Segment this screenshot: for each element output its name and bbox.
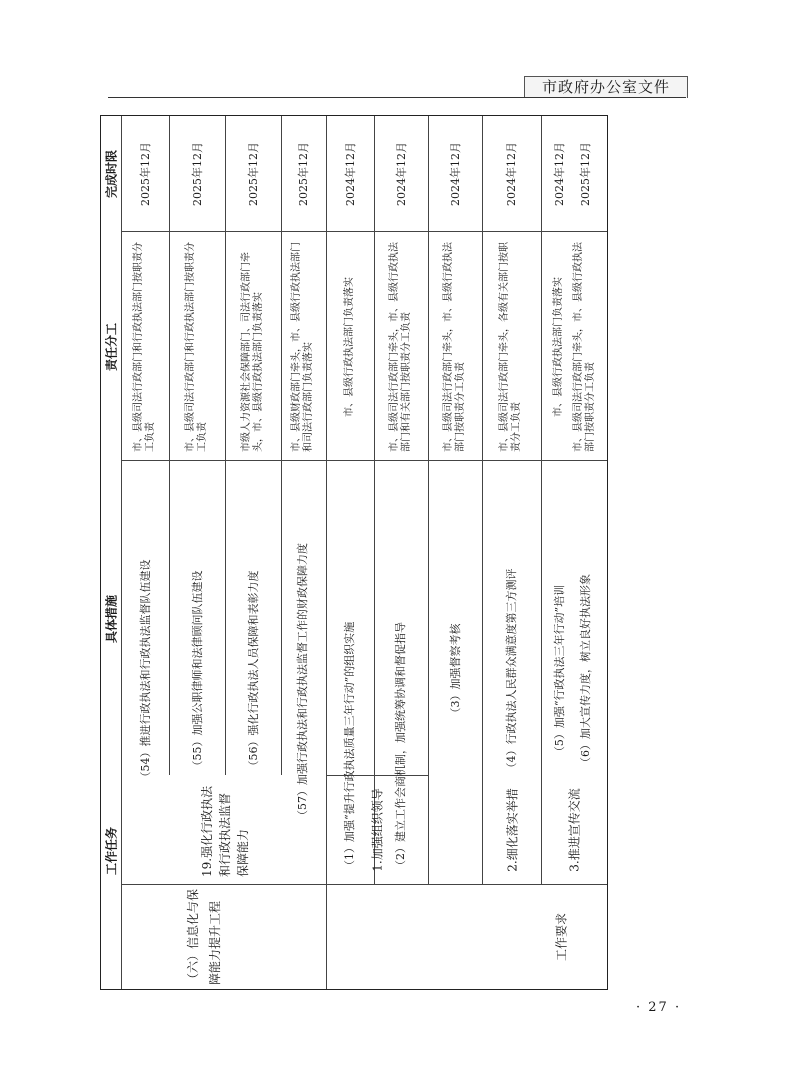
page-number: · 27 ·	[636, 1000, 682, 1015]
column-divider	[121, 884, 607, 885]
measure-text: （55）加强公职律师和法律顾问队伍建设	[191, 570, 204, 772]
measure-text: （4）行政执法人民群众满意度第三方测评	[505, 568, 518, 774]
deadline-text: 2024年12月	[505, 142, 518, 206]
requirement-item: 3.推进宣传交流	[567, 788, 582, 872]
duty-text: 市、县级司法行政部门牵头，市、县级行政执法部门按职责分工负责	[573, 242, 596, 452]
deadline-text: 2025年12月	[191, 142, 204, 206]
row-divider	[281, 116, 282, 775]
measure-text: （5）加强“行政执法三年行动”培训	[553, 584, 566, 758]
deadline-text: 2024年12月	[395, 142, 408, 206]
column-header-deadline: 完成时限	[104, 149, 119, 199]
measure-text: （6）加大宣传力度，树立良好执法形象	[579, 574, 592, 768]
column-divider	[121, 116, 122, 989]
deadline-text: 2024年12月	[449, 142, 462, 206]
row-divider	[169, 116, 170, 775]
measure-text: （1）加强“提升行政执法质量三年行动”的组织实施	[343, 621, 356, 871]
measure-text: （57）加强行政执法和行政执法监督工作的财政保障力度	[296, 543, 309, 821]
duty-text: 市、县级行政执法部门负责落实	[553, 277, 564, 417]
row-divider	[326, 116, 327, 989]
row-divider	[225, 116, 226, 775]
column-header-duty: 责任分工	[104, 322, 119, 372]
duty-text: 市、县级行政执法部门负责落实	[344, 277, 355, 417]
row-divider	[482, 116, 483, 885]
row-divider	[374, 116, 375, 885]
deadline-text: 2024年12月	[344, 142, 357, 206]
deadline-text: 2025年12月	[579, 142, 592, 206]
duty-text: 市、县级司法行政部门和行政执法部门按职责分工负责	[185, 242, 208, 452]
column-divider	[326, 775, 428, 776]
duty-text: 市、县级司法行政部门牵头，市、县级行政执法部门和有关部门按职责分工负责	[389, 242, 412, 452]
task-label: 19.强化行政执法和行政执法监督保障能力	[200, 785, 250, 877]
deadline-text: 2025年12月	[139, 142, 152, 206]
column-divider	[121, 231, 607, 232]
measure-text: （54）推进行政执法和行政执法监督队伍建设	[139, 559, 152, 783]
column-header-task: 工作任务	[104, 826, 119, 876]
task-table	[100, 115, 608, 990]
duty-text: 市、县级司法行政部门牵头，市、县级行政执法部门按职责分工负责	[443, 242, 466, 452]
deadline-text: 2024年12月	[553, 142, 566, 206]
requirement-item: 1.加强组织领导	[370, 788, 385, 872]
measure-text: （3）加强督察考核	[449, 623, 462, 719]
column-divider	[121, 460, 607, 461]
measure-text: （56）强化行政执法人员保障和表彰力度	[247, 570, 260, 772]
duty-text: 市、县级司法行政部门和行政执法部门按职责分工负责	[133, 242, 156, 452]
header-rule	[108, 97, 686, 98]
requirements-label: 工作要求	[554, 912, 569, 962]
measure-text: （2）建立工作会商机制，加强统筹协调和督促指导	[394, 622, 407, 871]
requirement-item: 2.细化落实举措	[505, 788, 520, 872]
duty-text: 市、县级司法行政部门牵头，各级有关部门按职责分工负责	[499, 242, 522, 452]
deadline-text: 2025年12月	[297, 142, 310, 206]
column-header-measure: 具体措施	[104, 594, 119, 644]
document-header: 市政府办公室文件	[524, 76, 688, 98]
deadline-text: 2025年12月	[247, 142, 260, 206]
row-divider	[428, 116, 429, 885]
section-label: （六）信息化与保障能力提升工程	[186, 888, 222, 985]
duty-text: 市、县级财政部门牵头，市、县级行政执法部门和司法行政部门负责落实	[291, 242, 314, 452]
duty-text: 市级人力资源社会保障部门、司法行政部门牵头，市、县级行政执法部门负责落实	[241, 252, 264, 452]
row-divider	[541, 116, 542, 885]
